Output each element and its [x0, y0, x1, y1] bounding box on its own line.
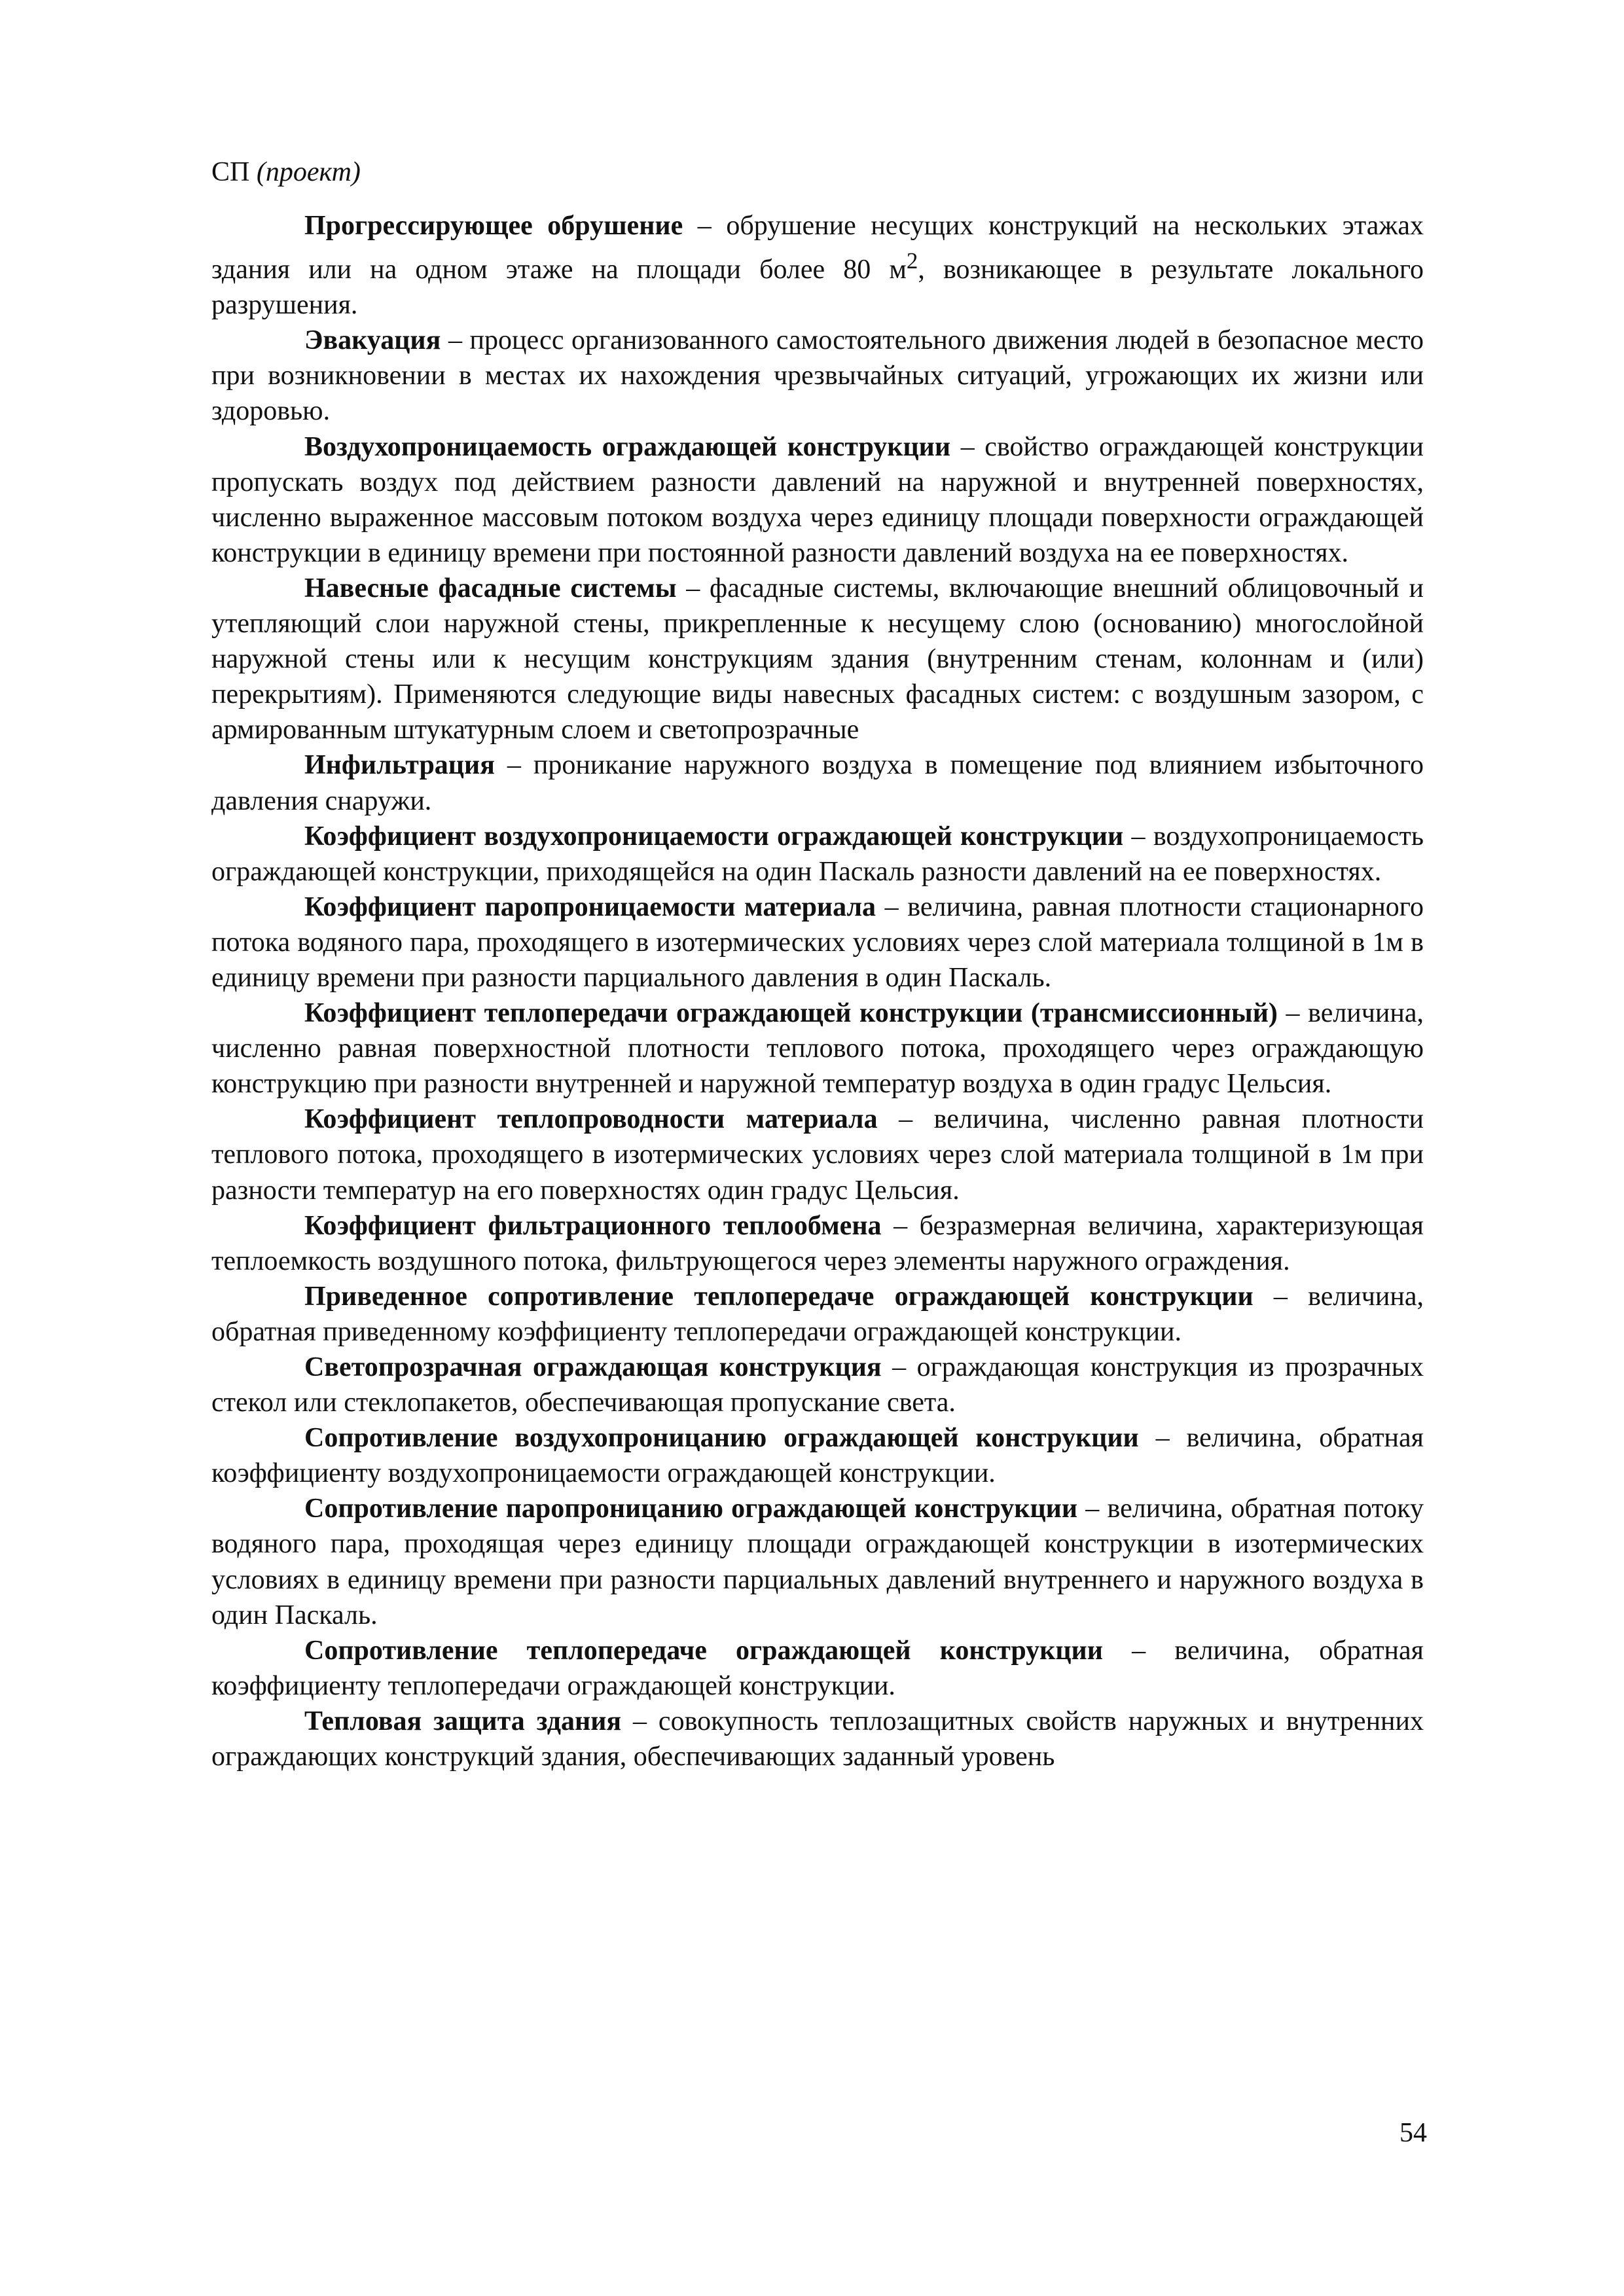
definition-entry: [211, 996, 1424, 1102]
definition-entry: [211, 208, 1424, 323]
definition-entry: [211, 1491, 1424, 1632]
definition-entry: [211, 1420, 1424, 1491]
definition-entry: [211, 747, 1424, 818]
document-status: (проект): [256, 157, 361, 187]
definition-entry: [211, 429, 1424, 571]
definition-text: – свойство ограждающей конструкции пропускать воздух под действием разности давлений на наружной и внутренней поверхностях, численно выраженное массовым потоком воздуха через единицу площади поверхности ограждающей конструкции в единицу времени при постоянной разности давлений воздуха на ее поверхностях.: [211, 431, 1424, 568]
definition-entry: [211, 571, 1424, 747]
definition-text: – величина, обратная коэффициенту теплопередачи ограждающей конструкции.: [211, 1635, 1424, 1701]
definition-text: – величина, численно равная плотности теплового потока, проходящего в изотермических условиях через слой материала толщиной в 1м при разности температур на его поверхностях один градус Цельсия.: [211, 1104, 1424, 1206]
definition-entry: [211, 323, 1424, 429]
definition-term: Воздухопроницаемость ограждающей конструкции: [304, 431, 951, 462]
definition-text: – совокупность теплозащитных свойств наружных и внутренних ограждающих конструкций здания, обеспечивающих заданный уровень: [211, 1706, 1424, 1772]
definition-term: Светопрозрачная ограждающая конструкция: [304, 1352, 882, 1382]
definition-entry: [211, 1208, 1424, 1279]
definition-term: Прогрессирующее обрушение: [304, 211, 683, 241]
definition-entry: [211, 889, 1424, 996]
definition-term: Сопротивление воздухопроницанию ограждающей конструкции: [304, 1423, 1139, 1454]
definition-text: – величина, обратная потоку водяного пара, проходящая через единицу площади ограждающей конструкции в изотермических условиях в единицу времени при разности парциальных давлений внутреннего и наружного воздуха в один Паскаль.: [211, 1494, 1424, 1630]
superscript: 2: [906, 248, 918, 274]
definition-term: Коэффициент воздухопроницаемости ограждающей конструкции: [304, 821, 1124, 852]
definitions-list: [211, 208, 1424, 1774]
definition-text: – величина, обратная коэффициенту воздухопроницаемости ограждающей конструкции.: [211, 1423, 1424, 1489]
definition-text: – фасадные системы, включающие внешний облицовочный и утепляющий слои наружной стены, прикрепленные к несущему слою (основанию) многослойной наружной стены или к несущим конструкциям здания (внутренним стенам, колоннам и (или) перекрытиям). Применяются следующие виды навесных фасадных систем: с воздушным зазором, с армированным штукатурным слоем и светопрозрачные: [211, 573, 1424, 745]
definition-entry: [211, 1102, 1424, 1208]
definition-entry: [211, 1350, 1424, 1420]
definition-term: Сопротивление паропроницанию ограждающей конструкции: [304, 1494, 1078, 1524]
definition-entry: [211, 1633, 1424, 1704]
definition-text: – проникание наружного воздуха в помещение под влиянием избыточного давления снаружи.: [211, 750, 1424, 816]
definition-text: – ограждающая конструкция из прозрачных стекол или стеклопакетов, обеспечивающая пропускание света.: [211, 1352, 1424, 1418]
definition-term: Сопротивление теплопередаче ограждающей конструкции: [304, 1635, 1103, 1666]
page-number: 54: [1399, 2118, 1427, 2148]
definition-term: Коэффициент теплопередачи ограждающей конструкции (трансмиссионный): [304, 998, 1278, 1029]
definition-text: – обрушение несущих конструкций на нескольких этажах здания или на одном этаже на площади более 80 м: [211, 211, 1424, 285]
definition-term: Тепловая защита здания: [304, 1706, 622, 1736]
definition-text: – воздухопроницаемость ограждающей конструкции, приходящейся на один Паскаль разности давлений на ее поверхностях.: [211, 821, 1424, 887]
definition-text-tail: , возникающее в результате локального разрушения.: [211, 255, 1424, 321]
document-code: СП: [211, 157, 250, 187]
definition-text: – величина, численно равная поверхностной плотности теплового потока, проходящего через ограждающую конструкцию при разности внутренней и наружной температур воздуха в один градус Цельсия.: [211, 998, 1424, 1100]
definition-term: Коэффициент теплопроводности материала: [304, 1104, 878, 1135]
definition-term: Эвакуация: [304, 325, 441, 356]
definition-text: – безразмерная величина, характеризующая теплоемкость воздушного потока, фильтрующегося через элементы наружного ограждения.: [211, 1210, 1424, 1276]
definition-entry: [211, 819, 1424, 889]
definition-entry: [211, 1704, 1424, 1774]
page-header: [211, 154, 361, 190]
definition-entry: [211, 1279, 1424, 1350]
definition-term: Коэффициент паропроницаемости материала: [304, 891, 876, 922]
definition-term: Приведенное сопротивление теплопередаче ограждающей конструкции: [304, 1281, 1254, 1312]
definition-text: – процесс организованного самостоятельного движения людей в безопасное место при возникновении в местах их нахождения чрезвычайных ситуаций, угрожающих их жизни или здоровью.: [211, 325, 1424, 427]
definition-term: Инфильтрация: [304, 750, 495, 781]
definition-term: Навесные фасадные системы: [304, 573, 677, 603]
definition-text: – величина, равная плотности стационарного потока водяного пара, проходящего в изотермических условиях через слой материала толщиной в 1м в единицу времени при разности парциального давления в один Паскаль.: [211, 891, 1424, 993]
definition-term: Коэффициент фильтрационного теплообмена: [304, 1210, 882, 1241]
definition-text: – величина, обратная приведенному коэффициенту теплопередачи ограждающей конструкции.: [211, 1281, 1424, 1347]
